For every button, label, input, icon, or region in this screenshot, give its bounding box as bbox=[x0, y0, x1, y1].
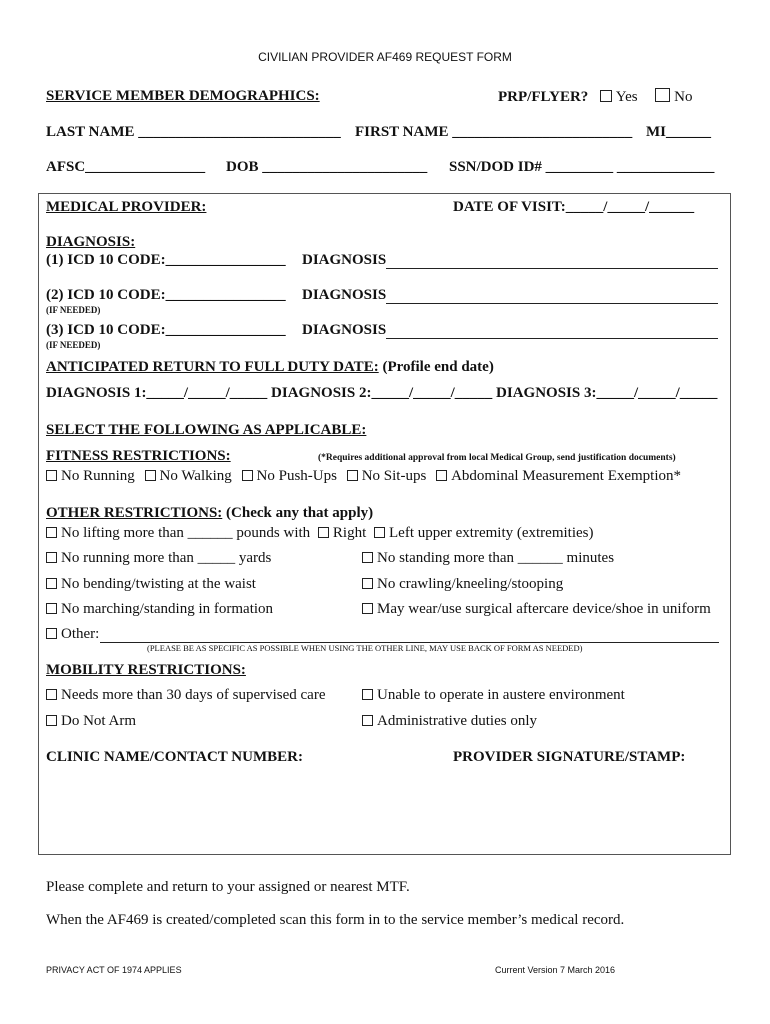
date-of-visit-field[interactable]: DATE OF VISIT:_____/_____/______ bbox=[453, 199, 695, 215]
restriction-label: May wear/use surgical aftercare device/shoe in uniform bbox=[377, 601, 711, 617]
prp-no-checkbox[interactable] bbox=[655, 88, 670, 102]
checkbox[interactable] bbox=[145, 470, 156, 481]
lifting-label: No lifting more than ______ pounds with bbox=[61, 525, 311, 541]
checkbox[interactable] bbox=[318, 527, 329, 538]
mobility-austere bbox=[362, 687, 625, 704]
version-label: Current Version 7 March 2016 bbox=[495, 965, 616, 975]
fitness-no-situps: No Sit-ups bbox=[361, 468, 427, 484]
mobility-do-not-arm bbox=[46, 713, 136, 730]
diagnosis2-label: DIAGNOSIS bbox=[302, 287, 387, 303]
diagnosis-heading: DIAGNOSIS: bbox=[46, 234, 136, 250]
checkbox[interactable] bbox=[46, 689, 57, 700]
restriction-aftercare bbox=[362, 601, 711, 618]
ssn-field[interactable]: SSN/DOD ID# _________ _____________ bbox=[449, 159, 715, 175]
checkbox[interactable] bbox=[46, 552, 57, 563]
checkbox[interactable] bbox=[347, 470, 358, 481]
fitness-options bbox=[46, 468, 681, 485]
other-note: (PLEASE BE AS SPECIFIC AS POSSIBLE WHEN USING THE OTHER LINE, MAY USE BACK OF FORM AS NEEDED) bbox=[147, 643, 583, 653]
restriction-label: No marching/standing in formation bbox=[61, 601, 274, 617]
fitness-no-pushups: No Push-Ups bbox=[256, 468, 337, 484]
mi-field[interactable]: MI______ bbox=[646, 124, 711, 140]
mobility-supervised bbox=[46, 687, 326, 704]
checkbox[interactable] bbox=[46, 603, 57, 614]
lifting-restriction bbox=[46, 525, 594, 542]
return-date-note: (Profile end date) bbox=[382, 359, 494, 375]
restriction-marching bbox=[46, 601, 273, 618]
restriction-label: No crawling/kneeling/stooping bbox=[377, 576, 564, 592]
fitness-heading: FITNESS RESTRICTIONS: bbox=[46, 448, 231, 464]
checkbox[interactable] bbox=[242, 470, 253, 481]
prp-no-label: No bbox=[674, 89, 693, 105]
return-dates-field[interactable]: DIAGNOSIS 1:_____/_____/_____ DIAGNOSIS 2:_____/_____/_____ DIAGNOSIS 3:_____/_____/_____ bbox=[46, 385, 718, 401]
checkbox[interactable] bbox=[362, 578, 373, 589]
checkbox[interactable] bbox=[362, 552, 373, 563]
right-label: Right bbox=[332, 525, 367, 541]
instruction-1: Please complete and return to your assigned or nearest MTF. bbox=[46, 879, 410, 895]
icd2-field[interactable]: (2) ICD 10 CODE:________________ bbox=[46, 287, 286, 303]
diagnosis2-line[interactable] bbox=[386, 303, 718, 304]
first-name-field[interactable]: FIRST NAME ________________________ bbox=[355, 124, 633, 140]
return-date-heading bbox=[46, 359, 494, 376]
mobility-heading: MOBILITY RESTRICTIONS: bbox=[46, 662, 246, 678]
mobility-admin bbox=[362, 713, 537, 730]
restriction-label: No running more than _____ yards bbox=[61, 550, 272, 566]
fitness-abdominal-exemption: Abdominal Measurement Exemption* bbox=[451, 468, 682, 484]
select-heading: SELECT THE FOLLOWING AS APPLICABLE: bbox=[46, 422, 367, 438]
form-title: CIVILIAN PROVIDER AF469 REQUEST FORM bbox=[258, 50, 512, 64]
checkbox[interactable] bbox=[362, 689, 373, 700]
diagnosis3-label: DIAGNOSIS bbox=[302, 322, 387, 338]
checkbox[interactable] bbox=[46, 578, 57, 589]
demographics-heading: SERVICE MEMBER DEMOGRAPHICS: bbox=[46, 88, 320, 104]
restriction-running bbox=[46, 550, 271, 567]
last-name-field[interactable]: LAST NAME ___________________________ bbox=[46, 124, 341, 140]
checkbox[interactable] bbox=[46, 628, 57, 639]
restriction-other bbox=[46, 626, 99, 643]
checkbox[interactable] bbox=[46, 715, 57, 726]
restriction-bending bbox=[46, 576, 256, 593]
medical-provider-heading: MEDICAL PROVIDER: bbox=[46, 199, 207, 215]
mobility-label: Unable to operate in austere environment bbox=[377, 687, 625, 703]
prp-flyer-label bbox=[498, 88, 692, 106]
fitness-no-running: No Running bbox=[61, 468, 135, 484]
prp-yes-label: Yes bbox=[615, 89, 638, 105]
return-date-title: ANTICIPATED RETURN TO FULL DUTY DATE: bbox=[46, 359, 379, 375]
afsc-field[interactable]: AFSC________________ bbox=[46, 159, 206, 175]
signature-label: PROVIDER SIGNATURE/STAMP: bbox=[453, 749, 686, 765]
left-label: Left upper extremity (extremities) bbox=[389, 525, 594, 541]
instruction-2: When the AF469 is created/completed scan this form in to the service member’s medical record. bbox=[46, 912, 625, 928]
fitness-no-walking: No Walking bbox=[159, 468, 232, 484]
prp-flyer-text: PRP/FLYER? bbox=[498, 89, 589, 105]
if-needed-note: (IF NEEDED) bbox=[46, 305, 101, 315]
mobility-label: Needs more than 30 days of supervised care bbox=[61, 687, 326, 703]
icd3-field[interactable]: (3) ICD 10 CODE:________________ bbox=[46, 322, 286, 338]
restriction-standing bbox=[362, 550, 614, 567]
other-restrictions-title: OTHER RESTRICTIONS: bbox=[46, 505, 223, 521]
restriction-crawling bbox=[362, 576, 563, 593]
checkbox[interactable] bbox=[362, 715, 373, 726]
checkbox[interactable] bbox=[374, 527, 385, 538]
restriction-label: No bending/twisting at the waist bbox=[61, 576, 256, 592]
diagnosis3-line[interactable] bbox=[386, 338, 718, 339]
restriction-label: No standing more than ______ minutes bbox=[377, 550, 615, 566]
if-needed-note: (IF NEEDED) bbox=[46, 340, 101, 350]
prp-yes-checkbox[interactable] bbox=[600, 90, 612, 102]
checkbox[interactable] bbox=[46, 470, 57, 481]
checkbox[interactable] bbox=[436, 470, 447, 481]
other-restrictions-heading bbox=[46, 505, 373, 522]
checkbox[interactable] bbox=[362, 603, 373, 614]
diagnosis1-label: DIAGNOSIS bbox=[302, 252, 387, 268]
clinic-label: CLINIC NAME/CONTACT NUMBER: bbox=[46, 749, 303, 765]
privacy-notice: PRIVACY ACT OF 1974 APPLIES bbox=[46, 965, 182, 975]
mobility-label: Administrative duties only bbox=[377, 713, 537, 729]
mobility-label: Do Not Arm bbox=[61, 713, 136, 729]
icd1-field[interactable]: (1) ICD 10 CODE:________________ bbox=[46, 252, 286, 268]
fitness-note: (*Requires additional approval from local Medical Group, send justification documents) bbox=[318, 453, 676, 463]
checkbox[interactable] bbox=[46, 527, 57, 538]
other-label: Other: bbox=[61, 626, 100, 642]
diagnosis1-line[interactable] bbox=[386, 268, 718, 269]
dob-field[interactable]: DOB ______________________ bbox=[226, 159, 428, 175]
other-restrictions-note: (Check any that apply) bbox=[226, 505, 374, 521]
